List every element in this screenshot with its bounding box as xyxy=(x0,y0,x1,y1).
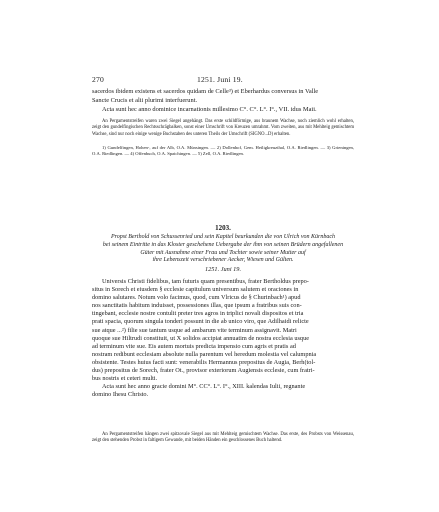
doc1-footnotes: 1) Gundelfingen, Hohen-, auf der Alb, O.A. Münsingen. — 2) Dollenhof, Gem. Heiligkreuzthal, O.A. Riedlingen. — 3) Grieningen, O.A. Riedlingen. — 4) Offenbuch, O.A. Spaichingen. — 5) Zell, O.A. Riedlingen. xyxy=(92,145,354,157)
doc2-line: obsistente. Testes huius facti sunt: venerabilis Hermannus prepositus de Augia, Berh(tol- xyxy=(92,358,316,366)
doc2-line: Acta sunt hec anno gracie domini M°. CC°. L°. I°., XIII. kalendas Iulii, regnante xyxy=(102,383,306,391)
doc2-line: tingebant, ecclesie nostre contulit preter tres agros in triplici novali dispositos et tria xyxy=(92,310,304,318)
doc1-text xyxy=(92,87,354,115)
document-regest xyxy=(92,234,354,265)
doc2-line: domino salutares. Notum volo facimus, quod, cum Vlricus de § Churinbach¹) apud xyxy=(92,294,301,302)
doc2-line: bus nostris et ceteri multi. xyxy=(92,375,158,383)
doc1-line: Acta sunt hec anno dominice incarnationis millesimo C°. C°. L°. I°., VII. idus Maii. xyxy=(102,106,317,114)
doc2-line: nos sanctitatis habitum induisset, possessiones illas, que ipsum a fratribus suis con- xyxy=(92,302,302,310)
regest-line: bei seinem Eintritte in das Kloster geschehene Uebergabe der ihm von seinen Brüdern angefallenen xyxy=(102,241,344,248)
doc2-line: ad terminum vite sue. Eis autem mortuis predicta impensio cum agris et pratis ad xyxy=(92,342,296,350)
document-number: 1203. xyxy=(215,224,231,232)
doc2-line: domino Ihesu Christo. xyxy=(92,391,149,399)
running-header xyxy=(92,75,354,87)
doc2-text xyxy=(92,278,354,399)
doc1-line: Sancte Crucis et alii plurimi interfuerunt. xyxy=(92,97,198,105)
doc2-line: nostram redibunt ecclesiam absolute nulla parentum vel heredum molestia vel calumpnia xyxy=(92,350,317,358)
doc1-line: sacerdos ibidem existens et sacerdos quidam de Celle³) et Eberhardus conversus in Valle xyxy=(92,88,319,95)
doc2-line: quoque sue Hiltrudi constituit, ut X solidos accipiat annuatim de nostra ecclesia usque xyxy=(92,334,310,342)
doc2-line: sue atque ...²) filie sue tantum usque ad ambarum vite terminum assignavit. Matri xyxy=(92,326,297,334)
regest-line: ihre Lebenszeit verschriebener Aecker, Wiesen und Gülten. xyxy=(152,257,294,264)
regest-line: Güter mit Ausnahme einer Frau und Tochter sowie seiner Mutter auf xyxy=(140,249,306,256)
doc1-seal-note: An Pergamentstreifen waren zwei Siegel angehängt. Das erste schildförmige, aus braunem Wachse, noch ziemlich wohl erhalten, zeigt den gundelfingischen Rechtsschrägbalken, sonst einer Umschrift von Kreuzen umrahmt. Vom zweiten, aus mit Mehlteig gemischtem Wachse, sind nur noch einige wenige Buchstaben des unteren Theils der Umschrift (SIGNO...D) erhalten. xyxy=(92,119,354,137)
doc2-line: prati spacia, quorum singula tonderi possunt in die ab unico viro, que Adilhaidi relicte xyxy=(92,318,309,326)
doc2-line: situs in Sorech et eiusdem § ecclesie capitulum universum salutem et oraciones in xyxy=(92,286,299,294)
header-title: 1251. Juni 19. xyxy=(197,75,243,84)
regest-line: Propst Berthold von Schussenried und sein Kapitel beurkunden die von Ulrich von Kürnbach xyxy=(110,234,336,240)
doc2-seal-note: An Pergamentstreifen hängen zwei spitzovale Siegel aus mit Mehlteig gemischtem Wachse. Das erste, des Probsts von Weissenau, zeigt den stehenden Probst in faltigem Gewande, mit beiden Händen ein geschlossenes Buch haltend. xyxy=(92,432,354,444)
document-date: 1251. Juni 19. xyxy=(204,266,242,273)
doc2-line: dus) prepositus de Sorech, frater Ot., provisor exteriorum Augiensis ecclesie, cum fratri- xyxy=(92,367,315,375)
page-number: 270 xyxy=(92,75,104,84)
doc2-line: Universis Christi fidelibus, tam futuris quam presentibus, frater Bertholdus prepo- xyxy=(102,278,309,285)
